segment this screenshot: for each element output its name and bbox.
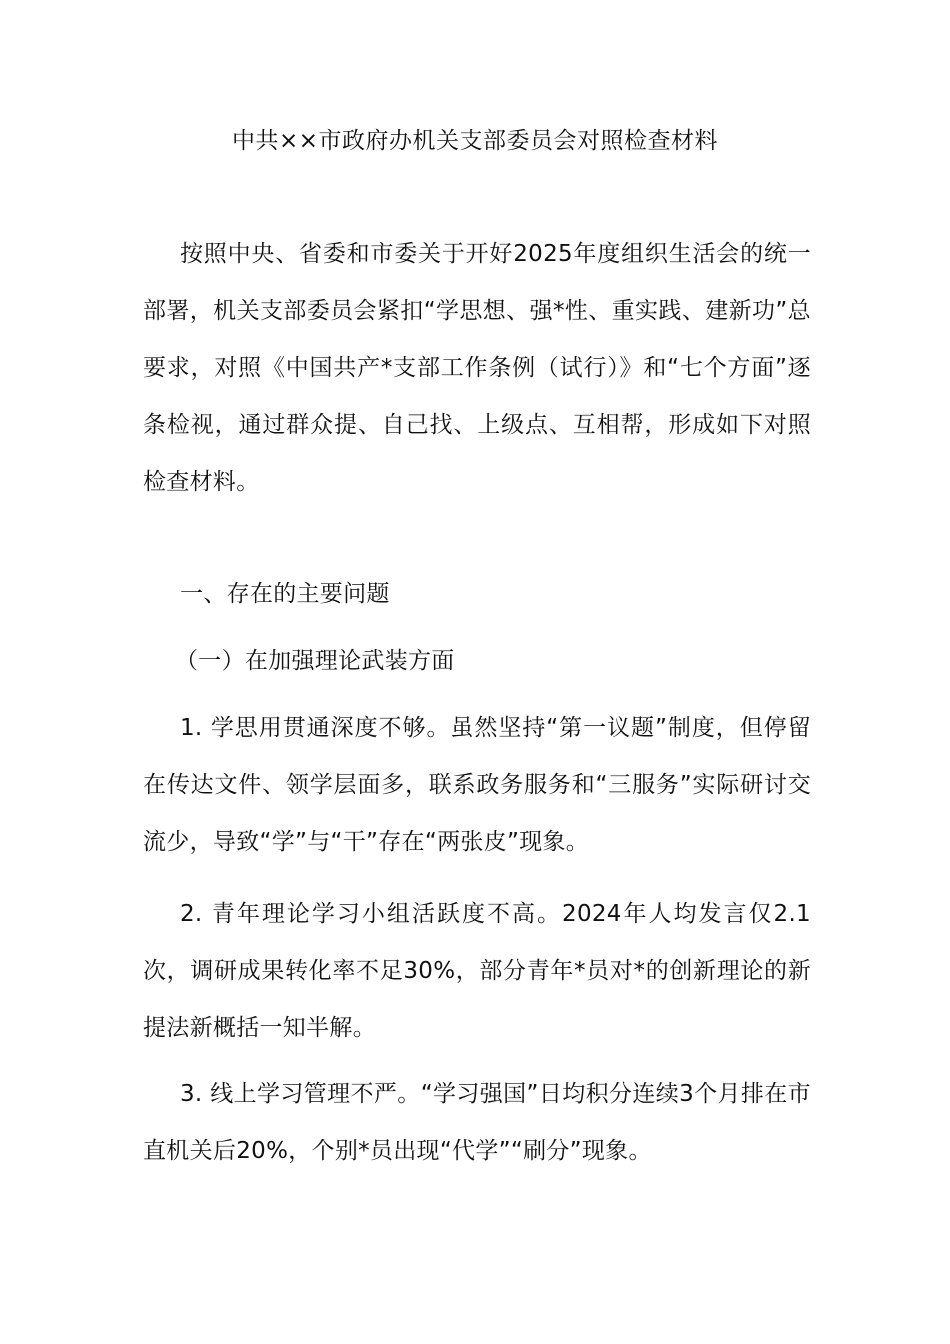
problem-item-3: 3. 线上学习管理不严。“学习强国”日均积分连续3个月排在市直机关后20%，个别*员出现“代学”“刷分”现象。 <box>143 1081 811 1164</box>
document-title: 中共××市政府办机关支部委员会对照检查材料 <box>231 128 719 154</box>
problem-item-1: 1. 学思用贯通深度不够。虽然坚持“第一议题”制度，但停留在传达文件、领学层面多，联系政务服务和“三服务”实际研讨交流少，导致“学”与“干”存在“两张皮”现象。 <box>143 715 811 855</box>
problem-item-2: 2. 青年理论学习小组活跃度不高。2024年人均发言仅2.1次，调研成果转化率不足30%，部分青年*员对*的创新理论的新提法新概括一知半解。 <box>143 901 811 1041</box>
subsection-heading: （一）在加强理论武装方面 <box>175 648 455 674</box>
section-heading: 一、存在的主要问题 <box>180 581 390 607</box>
intro-paragraph: 按照中央、省委和市委关于开好2025年度组织生活会的统一部署，机关支部委员会紧扣“学思想、强*性、重实践、建新功”总要求，对照《中国共产*支部工作条例（试行）》和“七个方面”逐条检视，通过群众提、自己找、上级点、互相帮，形成如下对照检查材料。 <box>143 241 811 495</box>
